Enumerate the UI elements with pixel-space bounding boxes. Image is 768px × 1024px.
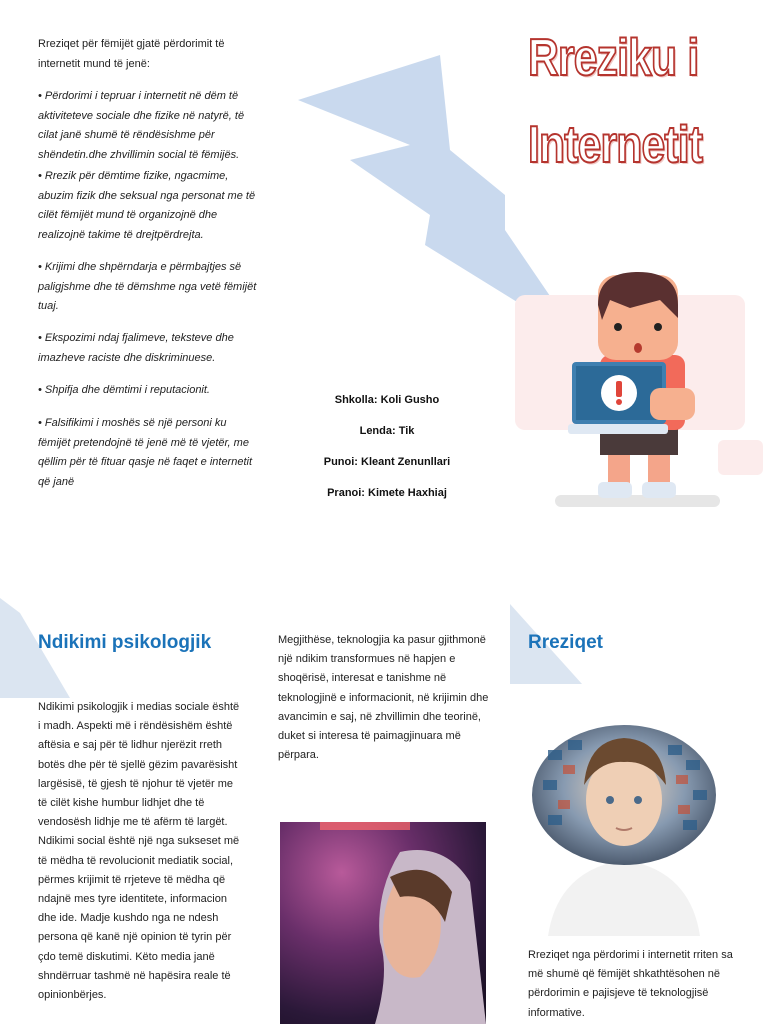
credit-made-by: Punoi: Kleant Zenunllari <box>323 456 451 468</box>
risks-body: Rreziqet nga përdorimi i internetit rriten sa më shumë që fëmijët shkathtësohen në përdorimin e pajisjeve të teknologjisë informative. <box>528 949 733 1019</box>
credit-received-by: Pranoi: Kimete Haxhiaj <box>327 487 447 499</box>
child-media-sphere-photo <box>518 700 730 936</box>
psych-heading: Ndikimi psikologjik <box>38 632 212 653</box>
page-title-line1: Rreziku i <box>528 29 699 87</box>
bullet-item: • Falsifikimi i moshës së një personi ku fëmijët pretendojnë të jenë më të vjetër, me qëllim për të fituar qasje në faqet e internetit që janë <box>38 417 253 488</box>
bullet-item: • Përdorimi i tepruar i internetit në dëm të aktiviteteve sociale dhe fizike në natyrë, të cilat janë shumë të rëndësishme për shëndetin.dhe zhvillimin social të fëmijës. <box>38 90 245 161</box>
bullet-item: • Krijimi dhe shpërndarja e përmbajtjes së paligjshme dhe të dëmshme nga vetë fëmijët tuaj. <box>38 261 257 312</box>
middle-body: Megjithëse, teknologjia ka pasur gjithmonë një ndikim transformues në hapjen e shoqërisë, interesat e tanishme në teknologjinë e informacionit, në krijimin dhe avancimin e saj, në zhvillimin dhe teorinë, duket si interesa të paimagjinuara më përpara. <box>278 634 489 762</box>
intro-text: Rreziqet për fëmijët gjatë përdorimit të internetit mund të jenë: <box>38 38 225 70</box>
bullet-item: • Shpifja dhe dëmtimi i reputacionit. <box>38 384 210 396</box>
boy-with-laptop-illustration <box>510 260 768 520</box>
credit-school: Shkolla: Koli Gusho <box>334 394 440 406</box>
risks-heading: Rreziqet <box>528 632 603 653</box>
page-title-line2: Internetit <box>528 116 703 174</box>
bullet-item: • Rrezik për dëmtime fizike, ngacmime, abuzim fizik dhe seksual nga personat me të cilët fëmijët mund të organizojnë dhe realizojnë takime të drejtpërdrejta. <box>38 170 256 241</box>
bullet-item: • Ekspozimi ndaj fjalimeve, teksteve dhe imazheve raciste dhe diskriminuese. <box>38 332 234 364</box>
psych-body: Ndikimi psikologjik i medias sociale është i madh. Aspekti më i rëndësishëm është aftësia e saj për të lidhur njerëzit rreth botës dhe për të sjellë gëzim pavarësisht largësisë, të gjesh të njohur të vjetër me të cilët kishe humbur lidhjet dhe të vendosësh lidhje me të afërm të largët. Ndikimi social është një nga sukseset më të mëdha të revolucionit mediatik social, përmes krijimit të rrjeteve të mëdha që ndajnë mes tyre identitete, informacion dhe ide. Madje kushdo nga ne ndesh persona që kanë një opinion të tyrin për çdo temë diskutimi. Këto media janë shndërruar tashmë në hapësira reale të opinionbërjes. <box>38 701 240 1002</box>
hooded-child-photo <box>280 822 486 1024</box>
credit-subject: Lenda: Tik <box>359 425 415 437</box>
